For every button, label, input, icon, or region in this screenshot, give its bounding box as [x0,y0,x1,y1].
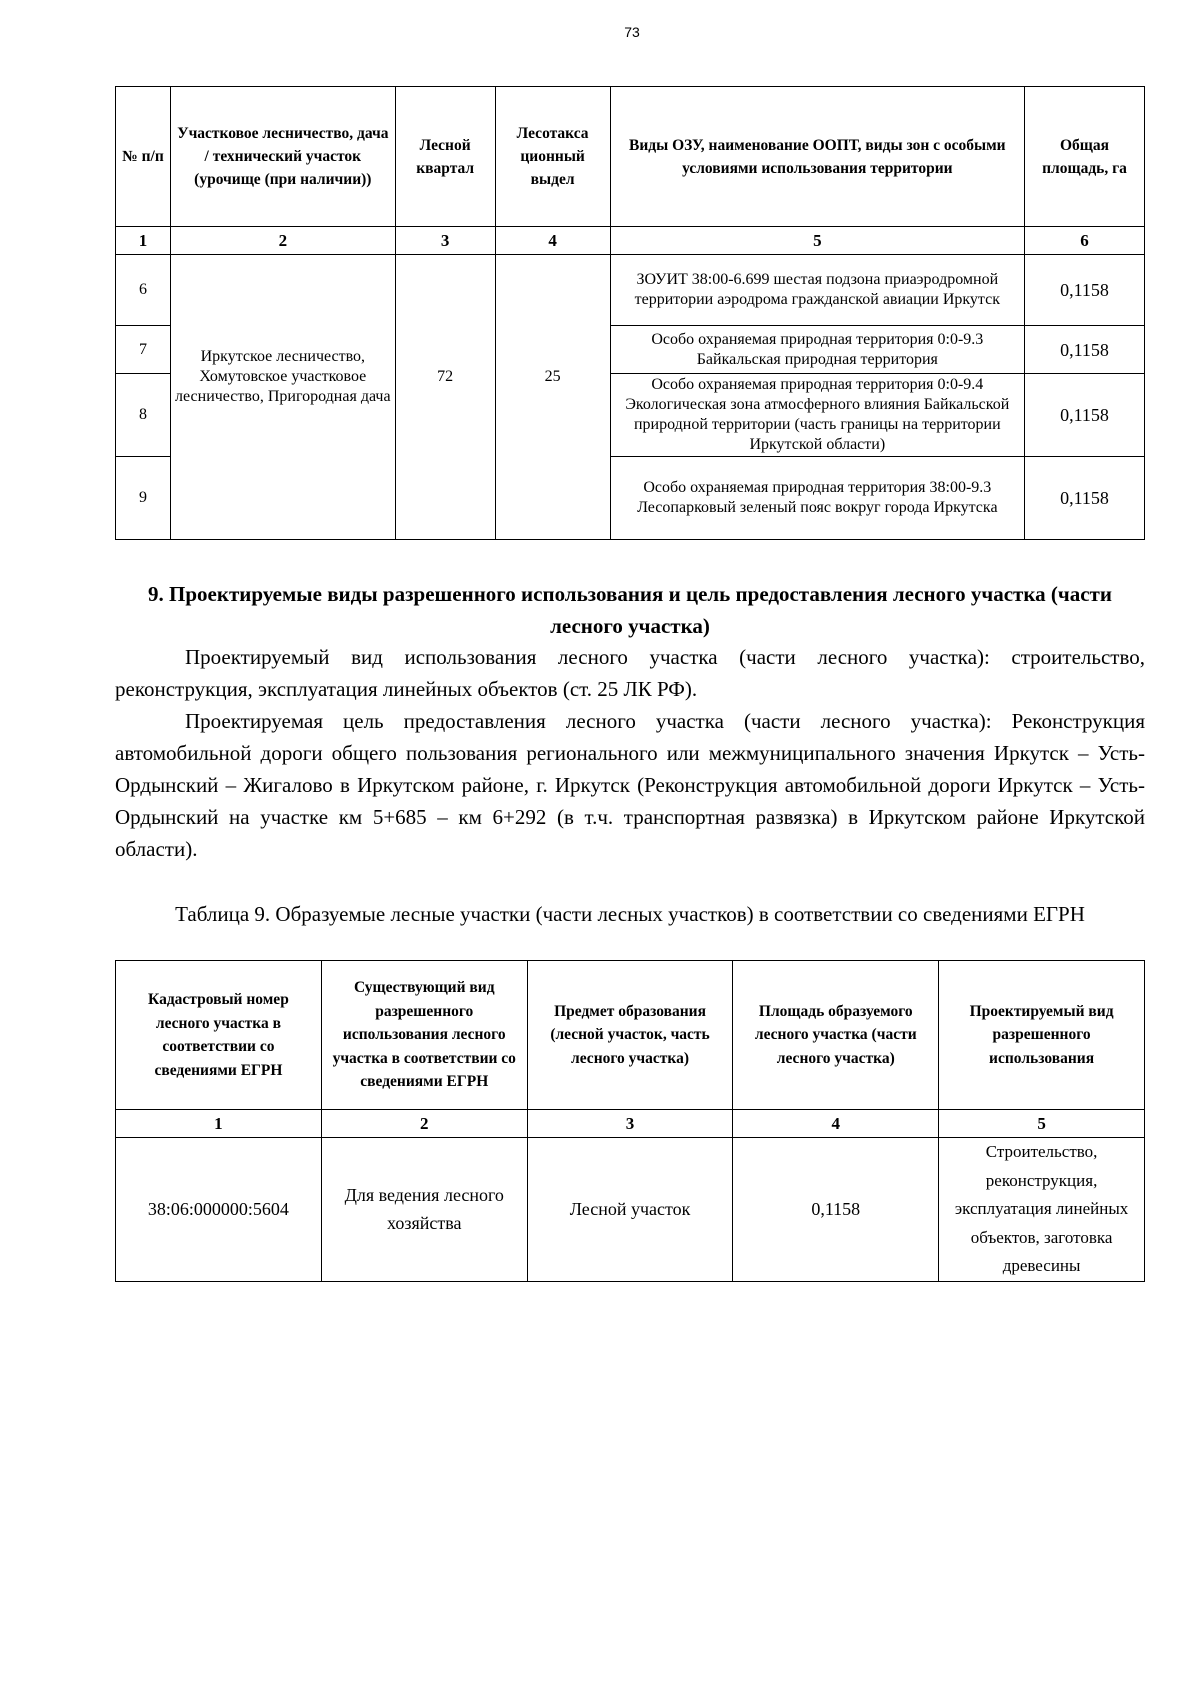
column-index: 1 [116,1110,322,1138]
column-index: 4 [733,1110,939,1138]
header-cadastral-number: Кадастровый номер лесного участка в соответствии со сведениями ЕГРН [116,961,322,1110]
table-header-row [116,87,1145,227]
formed-area-cell: 0,1158 [733,1138,939,1282]
page-number: 73 [624,24,640,40]
area-cell: 0,1158 [1025,326,1145,374]
header-quarter: Лесной квартал [395,87,495,227]
header-formed-area: Площадь образуемого лесного участка (части лесного участка) [733,961,939,1110]
column-index-row [116,1110,1145,1138]
column-index: 3 [395,227,495,255]
column-index: 6 [1025,227,1145,255]
zone-cell: ЗОУИТ 38:00-6.699 шестая подзона приаэродромной территории аэродрома гражданской авиации Иркутск [610,255,1024,326]
column-index: 3 [527,1110,733,1138]
quarter-cell: 72 [395,255,495,540]
row-number: 7 [116,326,171,374]
row-number: 9 [116,457,171,540]
paragraph-planned-purpose: Проектируемая цель предоставления лесного участка (части лесного участка): Реконструкция автомобильной дороги общего пользования регионального или межмуниципального значения Иркутск – Усть-Ордынский – Жигалово в Иркутском районе, г. Иркутск (Реконструкция автомобильной дороги Иркутск – Усть-Ордынский на участке км 5+685 – км 6+292 (в т.ч. транспортная развязка) в Иркутском районе Иркутской области). [115,709,1145,861]
table-caption: Таблица 9. Образуемые лесные участки (части лесных участков) в соответствии со сведениями ЕГРН [175,902,1085,926]
planned-use-cell: Строительство, реконструкция, эксплуатация линейных объектов, заготовка древесины [939,1138,1145,1282]
table-header-row [116,961,1145,1110]
zone-cell: Особо охраняемая природная территория 0:0-9.4 Экологическая зона атмосферного влияния Байкальской природной территории (часть границы на территории Иркутской области) [610,374,1024,457]
section-cell: 25 [495,255,610,540]
area-cell: 0,1158 [1025,374,1145,457]
header-total-area: Общая площадь, га [1025,87,1145,227]
zone-cell: Особо охраняемая природная территория 0:0-9.3 Байкальская природная территория [610,326,1024,374]
header-zone-types: Виды ОЗУ, наименование ООПТ, виды зон с особыми условиями использования территории [610,87,1024,227]
column-index: 1 [116,227,171,255]
header-formation-subject: Предмет образования (лесной участок, часть лесного участка) [527,961,733,1110]
zone-cell: Особо охраняемая природная территория 38:00-9.3 Лесопарковый зеленый пояс вокруг города Иркутска [610,457,1024,540]
column-index-row [116,227,1145,255]
area-cell: 0,1158 [1025,255,1145,326]
table-row [116,255,1145,326]
formed-plots-table [115,960,1145,1282]
column-index: 2 [321,1110,527,1138]
row-number: 6 [116,255,171,326]
cadastral-number-cell: 38:06:000000:5604 [116,1138,322,1282]
table-row [116,1138,1145,1282]
formation-subject-cell: Лесной участок [527,1138,733,1282]
header-planned-use: Проектируемый вид разрешенного использования [939,961,1145,1110]
paragraph-planned-use: Проектируемый вид использования лесного участка (части лесного участка): строительство, реконструкция, эксплуатация линейных объектов (ст. 25 ЛК РФ). [115,645,1145,701]
forest-plots-table [115,86,1145,540]
section-heading: 9. Проектируемые виды разрешенного использования и цель предоставления лесного участка (части лесного участка) [148,582,1112,638]
column-index: 5 [610,227,1024,255]
column-index: 4 [495,227,610,255]
forestry-cell: Иркутское лесничество, Хомутовское участковое лесничество, Пригородная дача [170,255,395,540]
header-forestry: Участковое лесничество, дача / технический участок (урочище (при наличии)) [170,87,395,227]
column-index: 5 [939,1110,1145,1138]
header-number: № п/п [116,87,171,227]
header-section: Лесотакса ционный выдел [495,87,610,227]
header-existing-use: Существующий вид разрешенного использования лесного участка в соответствии со сведениями ЕГРН [321,961,527,1110]
area-cell: 0,1158 [1025,457,1145,540]
existing-use-cell: Для ведения лесного хозяйства [321,1138,527,1282]
row-number: 8 [116,374,171,457]
column-index: 2 [170,227,395,255]
